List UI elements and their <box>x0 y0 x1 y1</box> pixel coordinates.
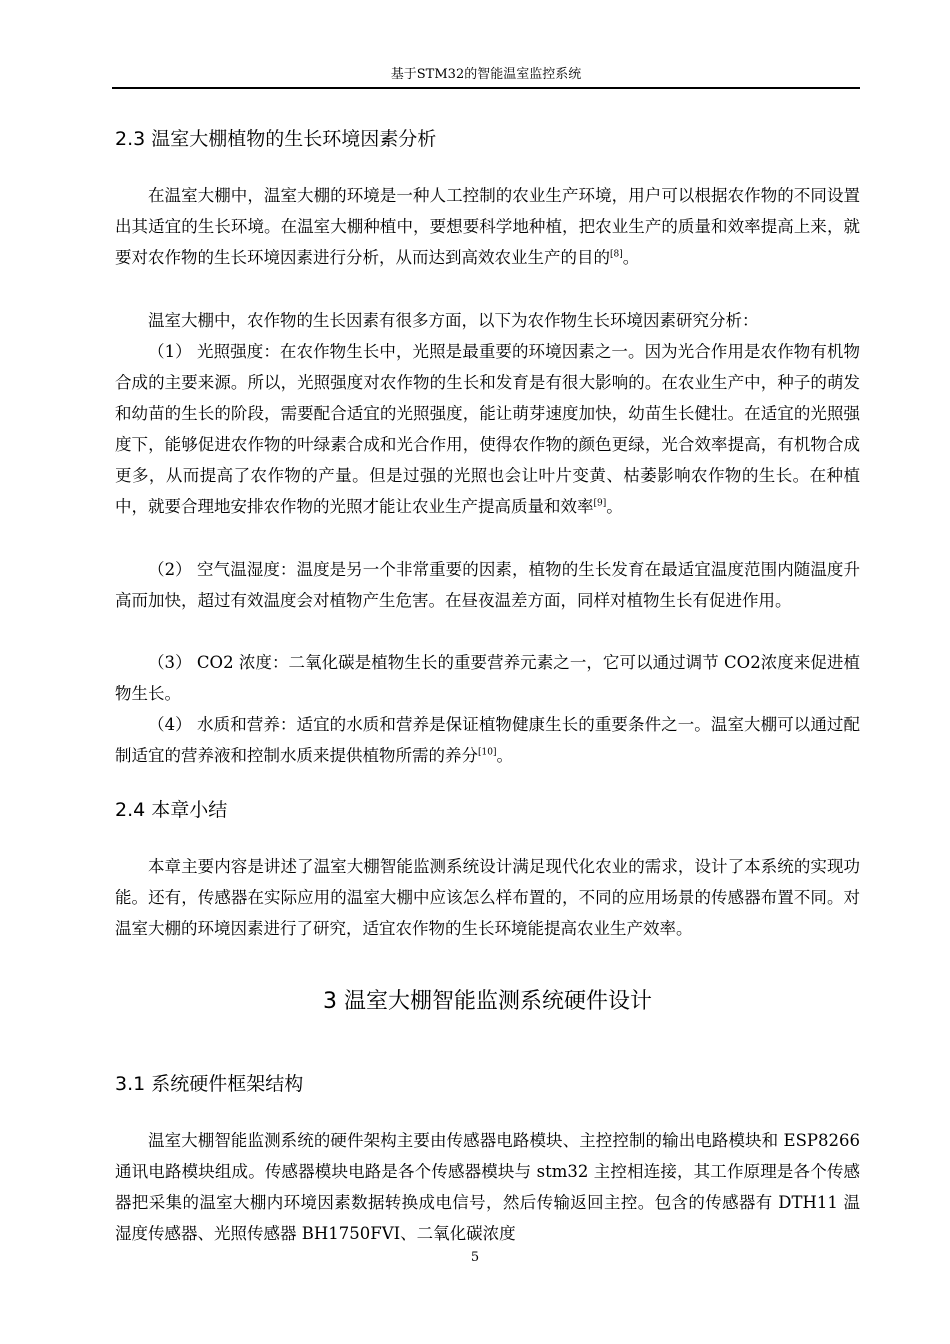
section-heading-2-3: 2.3 温室大棚植物的生长环境因素分析 <box>115 128 437 150</box>
paragraph-text: 。 <box>606 497 623 516</box>
list-item-water <box>115 709 860 771</box>
paragraph <box>115 180 860 273</box>
list-item-temperature: （2） 空气温湿度：温度是另一个非常重要的因素，植物的生长发育在最适宜温度范围内随温度升高而加快，超过有效温度会对植物产生危害。在昼夜温差方面，同样对植物生长有促进作用。 <box>115 560 860 610</box>
citation-ref: [10] <box>478 747 497 758</box>
paragraph-text: 。 <box>496 746 513 765</box>
paragraph-text: （4） 水质和营养：适宜的水质和营养是保证植物健康生长的重要条件之一。温室大棚可以通过配制适宜的营养液和控制水质来提供植物所需的养分 <box>115 715 860 765</box>
paragraph: 温室大棚智能监测系统的硬件架构主要由传感器电路模块、主控控制的输出电路模块和 ESP8266 通讯电路模块组成。传感器模块电路是各个传感器模块与 stm32 主控相连接，其工作原理是各个传感器把采集的温室大棚内环境因素数据转换成电信号，然后传输返回主控。包含的传感器有 DTH11 温湿度传感器、光照传感器 BH1750FVI、二氧化碳浓度 <box>115 1131 860 1243</box>
paragraph: 温室大棚中，农作物的生长因素有很多方面，以下为农作物生长环境因素研究分析： <box>148 311 759 330</box>
section-heading-2-4: 2.4 本章小结 <box>115 799 228 821</box>
paragraph: 本章主要内容是讲述了温室大棚智能监测系统设计满足现代化农业的需求，设计了本系统的实现功能。还有，传感器在实际应用的温室大棚中应该怎么样布置的，不同的应用场景的传感器布置不同。对温室大棚的环境因素进行了研究，适宜农作物的生长环境能提高农业生产效率。 <box>115 857 860 938</box>
citation-ref: [9] <box>593 498 607 509</box>
paragraph-text: （1） 光照强度：在农作物生长中，光照是最重要的环境因素之一。因为光合作用是农作物有机物合成的主要来源。所以，光照强度对农作物的生长和发育是有很大影响的。在农业生产中，种子的萌发和幼苗的生长的阶段，需要配合适宜的光照强度，能让萌芽速度加快，幼苗生长健壮。在适宜的光照强度下，能够促进农作物的叶绿素合成和光合作用，使得农作物的颜色更绿，光合效率提高，有机物合成更多，从而提高了农作物的产量。但是过强的光照也会让叶片变黄、枯萎影响农作物的生长。在种植中，就要合理地安排农作物的光照才能让农业生产提高质量和效率 <box>115 342 860 516</box>
list-item-co2: （3） CO2 浓度：二氧化碳是植物生长的重要营养元素之一，它可以通过调节 CO2浓度来促进植物生长。 <box>115 653 860 703</box>
running-header: 基于STM32的智能温室监控系统 <box>112 66 860 89</box>
page-number: 5 <box>470 1250 480 1265</box>
paragraph-text: 在温室大棚中，温室大棚的环境是一种人工控制的农业生产环境，用户可以根据农作物的不同设置出其适宜的生长环境。在温室大棚种植中，要想要科学地种植，把农业生产的质量和效率提高上来，就要对农作物的生长环境因素进行分析，从而达到高效农业生产的目的 <box>115 186 860 267</box>
chapter-heading-3: 3 温室大棚智能监测系统硬件设计 <box>323 989 652 1014</box>
paragraph-text: 。 <box>622 248 640 267</box>
citation-ref: [8] <box>610 249 623 260</box>
list-item-light <box>115 336 860 522</box>
section-heading-3-1: 3.1 系统硬件框架结构 <box>115 1073 304 1095</box>
